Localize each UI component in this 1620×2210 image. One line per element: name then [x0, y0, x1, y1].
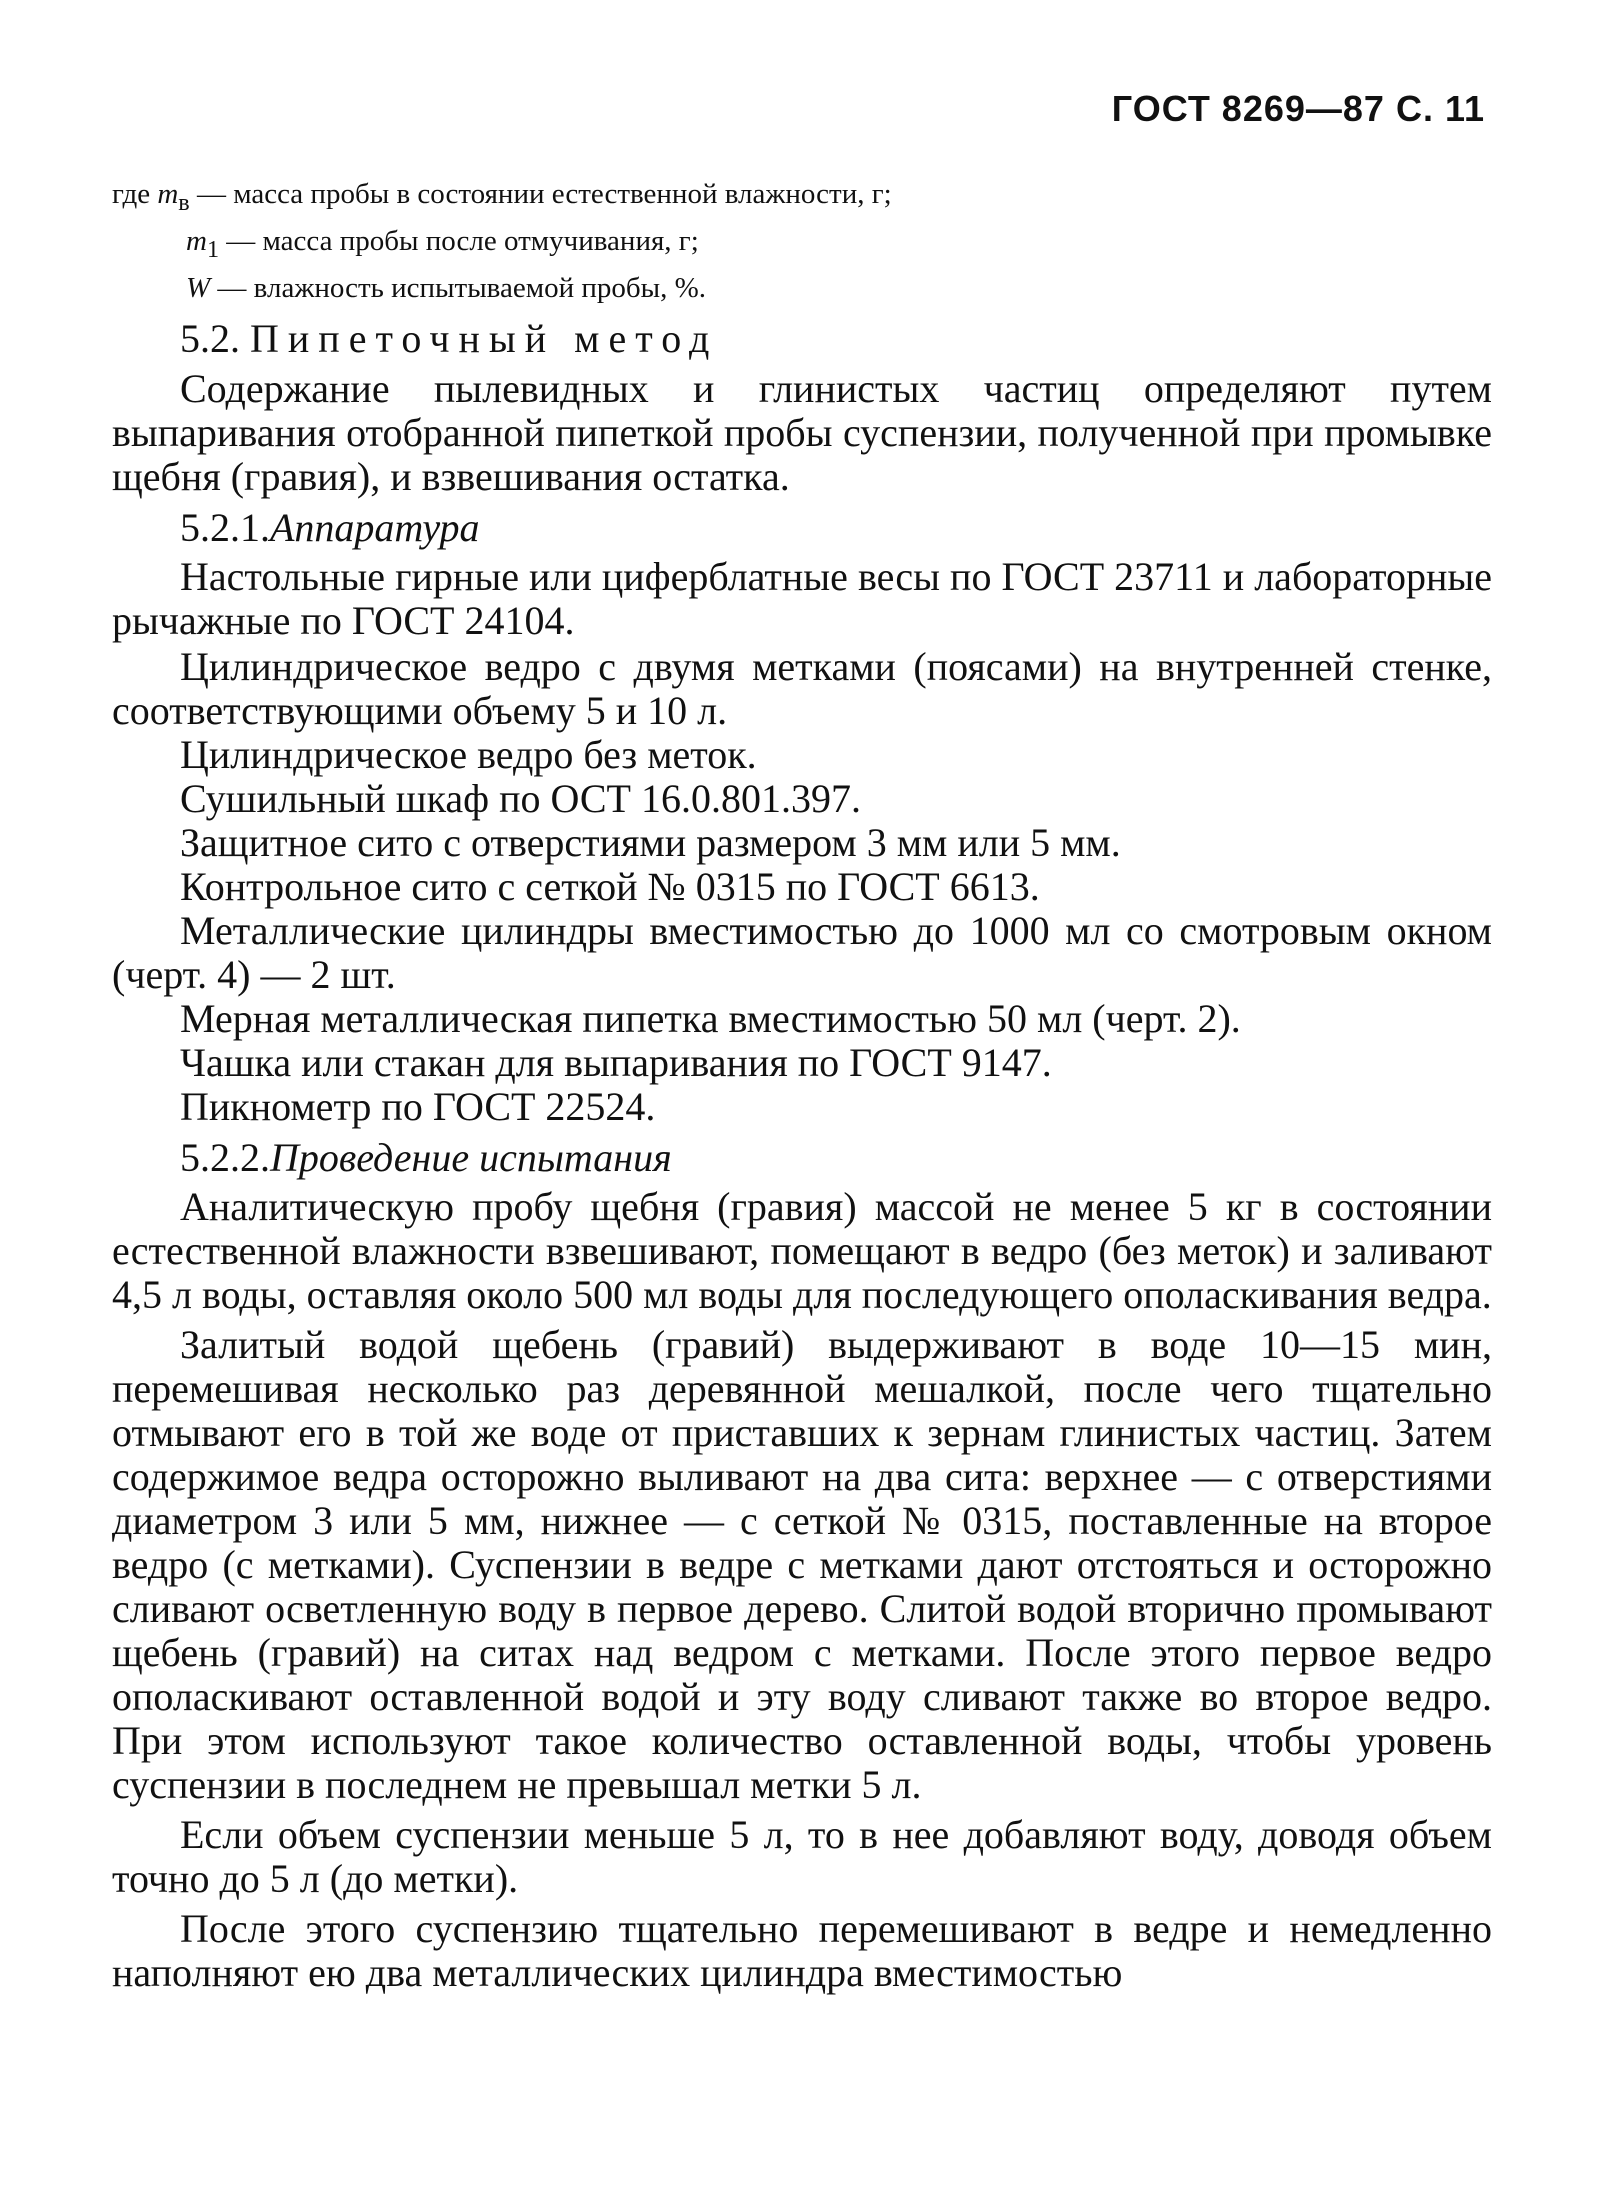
section-title: Пипеточный метод [250, 315, 719, 361]
page-content [112, 175, 1492, 1995]
section-number: 5.2. [180, 315, 240, 361]
definition-text: — влажность испытываемой пробы, %. [210, 271, 707, 304]
section-number: 5.2.2. [180, 1134, 270, 1180]
section-number: 5.2.1. [180, 504, 270, 550]
section-heading-5-2-2 [112, 1135, 1492, 1181]
apparatus-item: Цилиндрическое ведро без меток. [180, 731, 757, 777]
apparatus-item: Пикнометр по ГОСТ 22524. [180, 1083, 656, 1129]
definition-subscript: 1 [206, 235, 220, 263]
definition-row [112, 269, 1492, 307]
apparatus-item: Сушильный шкаф по ОСТ 16.0.801.397. [180, 775, 861, 821]
section-heading-5-2 [112, 315, 1492, 363]
definition-symbol: m [157, 178, 179, 210]
apparatus-item: Защитное сито с отверстиями размером 3 мм или 5 мм. [180, 819, 1121, 865]
procedure-paragraph: Залитый водой щебень (гравий) выдерживают в воде 10—15 мин, перемешивая несколько раз деревянной мешалкой, после чего тщательно отмывают его в той же воде от приставших к зернам глинистых частиц. Затем содержимое ведра осторожно выливают на два сита: верхнее — с отверстиями диаметром 3 или 5 мм, нижнее — с сеткой № 0315, поставленные на второе ведро (с метками). Суспензии в ведре с метками дают отстояться и осторожно сливают осветленную воду в первое дерево. Слитой водой вторично промывают щебень (гравий) на ситах над ведром с метками. После этого первое ведро ополаскивают оставленной водой и эту воду сливают также во второе ведро. При этом используют такое количество оставленной воды, чтобы уровень суспензии в последнем не превышал метки 5 л. [112, 1321, 1492, 1807]
definition-prefix: где [112, 178, 158, 210]
procedure-paragraph: Если объем суспензии меньше 5 л, то в нее добавляют воду, доводя объем точно до 5 л (до метки). [112, 1811, 1492, 1901]
apparatus-item: Настольные гирные или циферблатные весы по ГОСТ 23711 и лабораторные рычажные по ГОСТ 24104. [112, 553, 1492, 643]
definition-symbol: m [186, 224, 207, 257]
procedure-paragraph: После этого суспензию тщательно перемешивают в ведре и немедленно наполняют ею два металлических цилиндра вместимостью [112, 1905, 1492, 1995]
section-title: Проведение испытания [270, 1134, 672, 1180]
definition-row [112, 222, 1492, 269]
section-5-2-intro: Содержание пылевидных и глинистых частиц определяют путем выпаривания отобранной пипеткой пробы суспензии, полученной при промывке щебня (гравия), и взвешивания остатка. [112, 365, 1492, 499]
definition-row [112, 175, 1492, 222]
definitions-block [112, 175, 1492, 307]
apparatus-item: Контрольное сито с сеткой № 0315 по ГОСТ 6613. [180, 863, 1040, 909]
section-title: Аппаратура [270, 504, 480, 550]
apparatus-item: Цилиндрическое ведро с двумя метками (поясами) на внутренней стенке, соответствующими объему 5 и 10 л. [112, 643, 1492, 733]
definition-symbol: W [186, 271, 211, 304]
definition-text: — масса пробы в состоянии естественной влажности, г; [189, 178, 892, 210]
definition-text: — масса пробы после отмучивания, г; [219, 224, 699, 257]
section-heading-5-2-1 [112, 505, 1492, 551]
apparatus-item: Мерная металлическая пипетка вместимостью 50 мл (черт. 2). [180, 995, 1241, 1041]
apparatus-item: Чашка или стакан для выпаривания по ГОСТ 9147. [180, 1039, 1052, 1085]
procedure-paragraph: Аналитическую пробу щебня (гравия) массой не менее 5 кг в состоянии естественной влажности взвешивают, помещают в ведро (без меток) и заливают 4,5 л воды, оставляя около 500 мл воды для последующего ополаскивания ведра. [112, 1183, 1492, 1317]
apparatus-item: Металлические цилиндры вместимостью до 1000 мл со смотровым окном (черт. 4) — 2 шт. [112, 907, 1492, 997]
page-header: ГОСТ 8269—87 С. 11 [1111, 88, 1485, 129]
definition-subscript: в [178, 188, 190, 216]
